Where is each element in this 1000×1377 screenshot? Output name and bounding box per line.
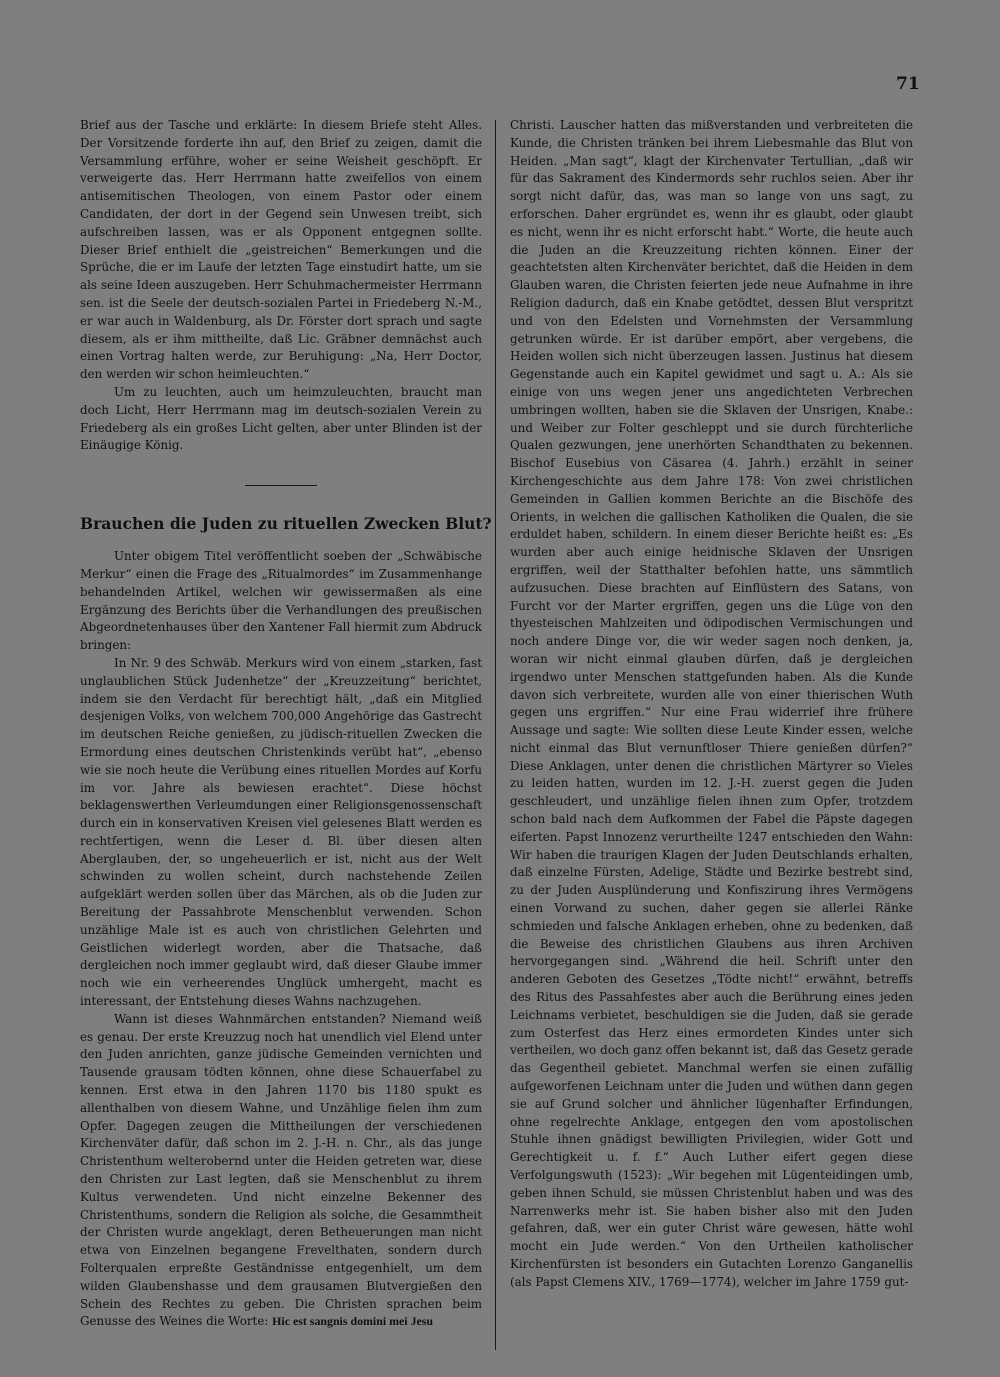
section-divider — [245, 485, 317, 486]
paragraph: Brief aus der Tasche und erklärte: In diesem Briefe steht Alles. Der Vorsitzende forderte ihn auf, den Brief zu zeigen, damit die Versammlung erführe, woher er seine Weisheit geschöpft. Er verweigerte das. Herr Herrmann hatte zweifellos von einem antisemitischen Theologen, von einem Pastor oder einem Candidaten, der dort in der Gegend sein Unwesen treibt, sich aufschreiben lassen, was er als Opponent entgegnen sollte. Dieser Brief enthielt die „geistreichen“ Bemerkungen und die Sprüche, die er im Laufe der letzten Tage einstudirt hatte, um sie als seine Ideen auszugeben. Herr Schuhmachermeister Herrmann sen. ist die Seele der deutsch-sozialen Partei in Friedeberg N.-M., er war auch in Waldenburg, als Dr. Förster dort sprach und sagte diesem, als er ihm mittheilte, daß Lic. Gräbner demnächst auch einen Vortrag halten werde, zur Beruhigung: „Na, Herr Doctor, den werden wir schon heimleuchten.“ — [80, 118, 482, 382]
page-number: 71 — [896, 74, 920, 94]
paragraph: In Nr. 9 des Schwäb. Merkurs wird von einem „starken, fast unglaublichen Stück Judenhetze“ der „Kreuzzeitung“ berichtet, indem sie den Verdacht für berechtigt hält, „daß ein Mitglied desjenigen Volks, von welchem 700,000 Angehörige das Gastrecht im deutschen Reiche genießen, zu jüdisch-rituellen Zwecken die Ermordung eines deutschen Christenkinds verübt hat“, „ebenso wie sie noch heute die Verübung eines rituellen Mordes auf Korfu im vor. Jahre als bewiesen erachtet“. Diese höchst beklagenswerthen Verleumdungen einer Religionsgenossenschaft durch ein in konservativen Kreisen viel gelesenes Blatt werden es rechtfertigen, wenn die Leser d. Bl. über diesen alten Aberglauben, der, so ungeheuerlich er ist, nicht aus der Welt schwinden zu wollen scheint, durch nachstehende Zeilen aufgeklärt werden sollen über das Märchen, als ob die Juden zur Bereitung der Passahbrote Menschenblut verwenden. Schon unzählige Male ist es auch von christlichen Gelehrten und Geistlichen widerlegt worden, aber die Thatsache, daß dergleichen noch immer geglaubt wird, daß dieser Glaube immer noch wie ein verheerendes Unglück umhergeht, macht es interessant, der Entstehung dieses Wahns nachzugehen. — [80, 655, 482, 1009]
column-rule — [495, 120, 496, 1350]
paragraph-text: Wann ist dieses Wahnmärchen entstanden? Niemand weiß es genau. Der erste Kreuzzug noch hat unendlich viel Elend unter den Juden anrichten, ganze jüdische Gemeinden vernichten und Tausende grausam tödten können, ohne diese Schauerfabel zu kennen. Erst etwa in den Jahren 1170 bis 1180 spukt es allenthalben von diesem Wahne, und Unzählige fielen ihm zum Opfer. Dagegen zeugen die Mittheilungen der verschiedenen Kirchenväter dafür, daß schon im 2. J.-H. n. Chr., als das junge Christenthum welterobernd unter die Heiden getreten war, diese den Christen zur Last legten, daß sie Menschenblut zu ihrem Kultus verwendeten. Und nicht einzelne Bekenner des Christenthums, sondern die Religion als solche, die Gesammtheit der Christen wurde angeklagt, deren Betheuerungen man nicht etwa von Einzelnen begangene Frevelthaten, sondern durch Folterqualen erpreßte Geständnisse entgegenhielt, um dem wilden Glaubenshasse und dem grausamen Blutvergießen den Schein des Rechtes zu geben. Die Christen sprachen beim Genusse des Weines die Worte: — [80, 1011, 482, 1329]
left-column — [80, 117, 492, 1331]
paragraph: Um zu leuchten, auch um heimzuleuchten, braucht man doch Licht, Herr Herrmann mag im deutsch-sozialen Verein zu Friedeberg als ein großes Licht gelten, aber unter Blinden ist der Einäugige König. — [80, 384, 482, 453]
paragraph — [80, 1011, 482, 1331]
article-heading: Brauchen die Juden zu rituellen Zwecken Blut? — [80, 514, 492, 534]
right-column — [510, 117, 913, 1292]
paragraph: Unter obigem Titel veröffentlicht soeben der „Schwäbische Merkur“ einen die Frage des „Ritualmordes“ im Zusammenhange behandelnden Artikel, welchen wir gewissermaßen als eine Ergänzung des Berichts über die Verhandlungen des preußischen Abgeordnetenhauses über den Xantener Fall hiermit zum Abdruck bringen: — [80, 549, 482, 653]
latin-phrase: Hic est sangnis domini mei Jesu — [272, 1314, 434, 1329]
paragraph: Christi. Lauscher hatten das mißverstanden und verbreiteten die Kunde, die Christen tränken bei ihrem Liebesmahle das Blut von Heiden. „Man sagt“, klagt der Kirchenvater Tertullian, „daß wir für das Sakrament des Kindermords sehr ruchlos seien. Aber ihr sorgt nicht dafür, das, was man so lange von uns sagt, zu erforschen. Daher ergründet es, wenn ihr es glaubt, oder glaubt es nicht, wenn ihr es nicht erforscht habt.“ Worte, die heute auch die Juden an die Kreuzzeitung richten können. Einer der geachtetsten alten Kirchenväter berichtet, daß die Heiden in dem Glauben waren, die Christen feierten jede neue Aufnahme in ihre Religion dadurch, daß ein Knabe getödtet, dessen Blut verspritzt und von den Edelsten und Vornehmsten der Versammlung getrunken würde. Er ist darüber empört, aber vergebens, die Heiden wollen sich nicht überzeugen lassen. Justinus hat diesem Gegenstande auch ein Kapitel gewidmet und sagt u. A.: Als sie einige von uns wegen jener uns angedichteten Verbrechen umbringen wollten, haben sie die Sklaven der Unsrigen, Knabe.: und Weiber zur Folter geschleppt und sie durch fürchterliche Qualen gezwungen, jene unerhörten Schandthaten zu bekennen. Bischof Eusebius von Cäsarea (4. Jahrh.) erzählt in seiner Kirchengeschichte aus dem Jahre 178: Von zwei christlichen Gemeinden in Gallien kommen Berichte an die Bischöfe des Orients, in welchen die gallischen Katholiken die Qualen, die sie erduldet haben, schildern. In einem dieser Berichte heißt es: „Es wurden aber auch einige heidnische Sklaven der Unsrigen ergriffen, weil der Statthalter befohlen hatte, uns sämmtlich aufzusuchen. Diese brachten auf Einflüstern des Satans, von Furcht vor der Marter ergriffen, gegen uns die Lüge von den thyesteischen Mahlzeiten und ödipodischen Vermischungen und noch andere Dinge vor, die wir weder sagen noch denken, ja, woran wir nicht einmal glauben dürfen, daß je dergleichen irgendwo unter Menschen stattgefunden haben. Als die Kunde davon sich verbreitete, wurden alle von einer thierischen Wuth gegen uns ergriffen.“ Nur eine Frau widerrief ihre frühere Aussage und sagte: Wie sollten diese Leute Kinder essen, welche nicht einmal das Blut vernunftloser Thiere genießen dürfen?“ Diese Anklagen, unter denen die christlichen Märtyrer so Vieles zu leiden hatten, wurden im 12. J.-H. zuerst gegen die Juden geschleudert, und unzählige fielen ihnen zum Opfer, trotzdem schon bald nach dem Aufkommen der Fabel die Päpste dagegen eiferten. Papst Innozenz verurtheilte 1247 entschieden den Wahn: Wir haben die traurigen Klagen der Juden Deutschlands erhalten, daß einzelne Fürsten, Adelige, Städte und Bezirke bestrebt sind, zu der Juden Ausplünderung und Konfiszirung ihres Vermögens einen Vorwand zu suchen, daher gegen sie allerlei Ränke schmieden und falsche Anklagen erheben, ohne zu bedenken, daß die Beweise des christlichen Glaubens aus ihren Archiven hervorgegangen sind. „Während die heil. Schrift unter den anderen Geboten des Gesetzes „Tödte nicht!“ erwähnt, betreffs des Ritus des Passahfestes aber auch die Berührung eines jeden Leichnams verbietet, beschuldigen sie die Juden, daß sie gerade zum Osterfest das Herz eines ermordeten Kindes unter sich vertheilen, wo doch ganz offen bekannt ist, daß das Gesetz gerade das Gegentheil gebietet. Manchmal werfen sie einen zufällig aufgeworfenen Leichnam unter die Juden und wüthen dann gegen sie auf Grund solcher und ähnlicher lügenhafter Erfindungen, ohne regelrechte Anklage, entgegen den vom apostolischen Stuhle ihnen gnädigst bewilligten Privilegien, wider Gott und Gerechtigkeit u. f. f.“ Auch Luther eifert gegen diese Verfolgungswuth (1523): „Wir begehen mit Lügenteidingen umb, geben ihnen Schuld, sie müssen Christenblut haben und was des Narrenwerks mehr ist. Sie haben bisher also mit den Juden gefahren, daß, wer ein guter Christ wäre gewesen, hätte wohl mocht ein Jude werden.“ Von den Urtheilen katholischer Kirchenfürsten ist besonders ein Gutachten Lorenzo Ganganellis (als Papst Clemens XIV., 1769—1774), welcher im Jahre 1759 gut- — [510, 118, 913, 1289]
